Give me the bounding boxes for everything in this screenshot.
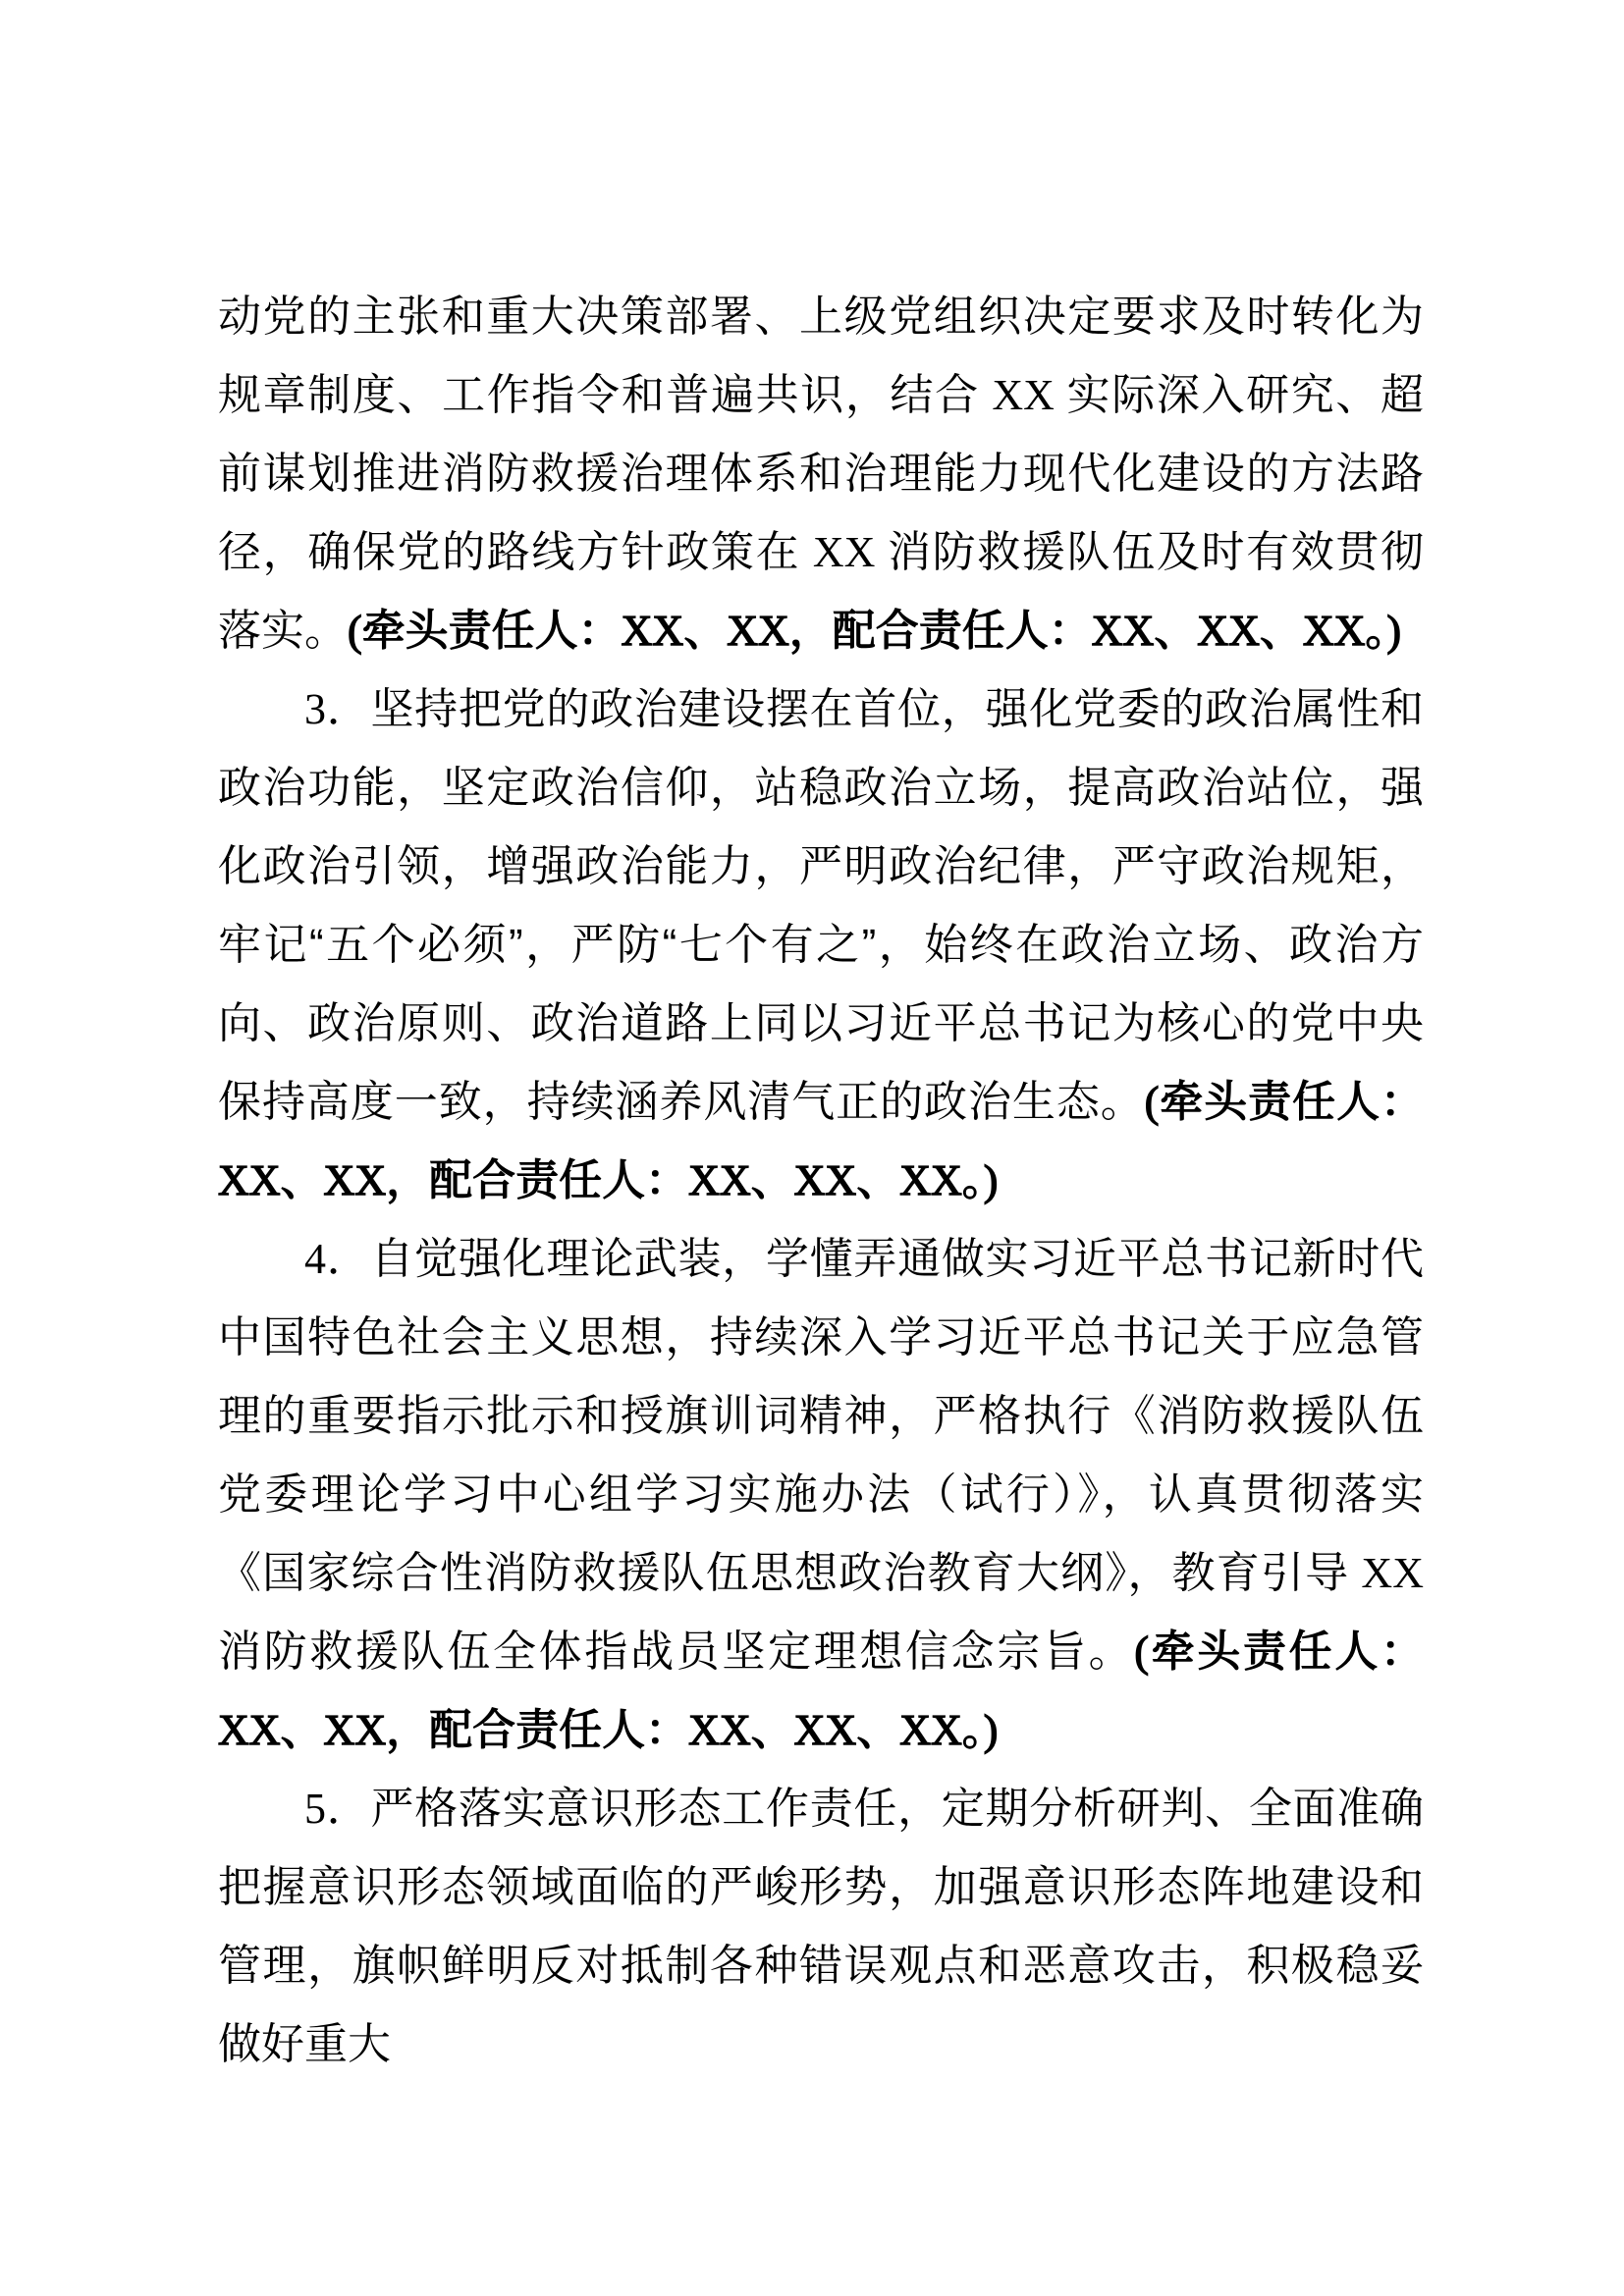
responsibility-note: (牵头责任人：XX、XX，配合责任人：XX、XX、XX。) — [348, 607, 1402, 655]
body-text-run: 5．严格落实意识形态工作责任，定期分析研判、全面准确把握意识形态领域面临的严峻形势，加强意识形态阵地建设和管理，旗帜鲜明反对抵制各种错误观点和恶意攻击，积极稳妥做好重大 — [218, 1785, 1424, 2068]
document-body — [218, 278, 1424, 2084]
paragraph-item-3 — [218, 670, 1424, 1220]
responsibility-note: (牵头责任人：XX、XX，配合责任人：XX、XX、XX。) — [218, 1628, 1424, 1754]
paragraph-item-5 — [218, 1770, 1424, 2084]
paragraph-continuation — [218, 278, 1424, 670]
body-text-run: 3．坚持把党的政治建设摆在首位，强化党委的政治属性和政治功能，坚定政治信仰，站稳政治立场，提高政治站位，强化政治引领，增强政治能力，严明政治纪律，严守政治规矩，牢记“五个必须”，严防“七个有之”，始终在政治立场、政治方向、政治原则、政治道路上同以习近平总书记为核心的党中央保持高度一致，持续涵养风清气正的政治生态。 — [218, 685, 1424, 1126]
paragraph-item-4 — [218, 1220, 1424, 1770]
responsibility-note: (牵头责任人：XX、XX，配合责任人：XX、XX、XX。) — [218, 1078, 1425, 1204]
body-text-run: 动党的主张和重大决策部署、上级党组织决定要求及时转化为规章制度、工作指令和普遍共识，结合 XX 实际深入研究、超前谋划推进消防救援治理体系和治理能力现代化建设的方法路径，确保党的路线方针政策在 XX 消防救援队伍及时有效贯彻落实。 — [218, 293, 1424, 655]
body-text-run: 4．自觉强化理论武装，学懂弄通做实习近平总书记新时代中国特色社会主义思想，持续深入学习近平总书记关于应急管理的重要指示批示和授旗训词精神，严格执行《消防救援队伍党委理论学习中心组学习实施办法（试行）》，认真贯彻落实《国家综合性消防救援队伍思想政治教育大纲》，教育引导 XX 消防救援队伍全体指战员坚定理想信念宗旨。 — [218, 1235, 1424, 1676]
